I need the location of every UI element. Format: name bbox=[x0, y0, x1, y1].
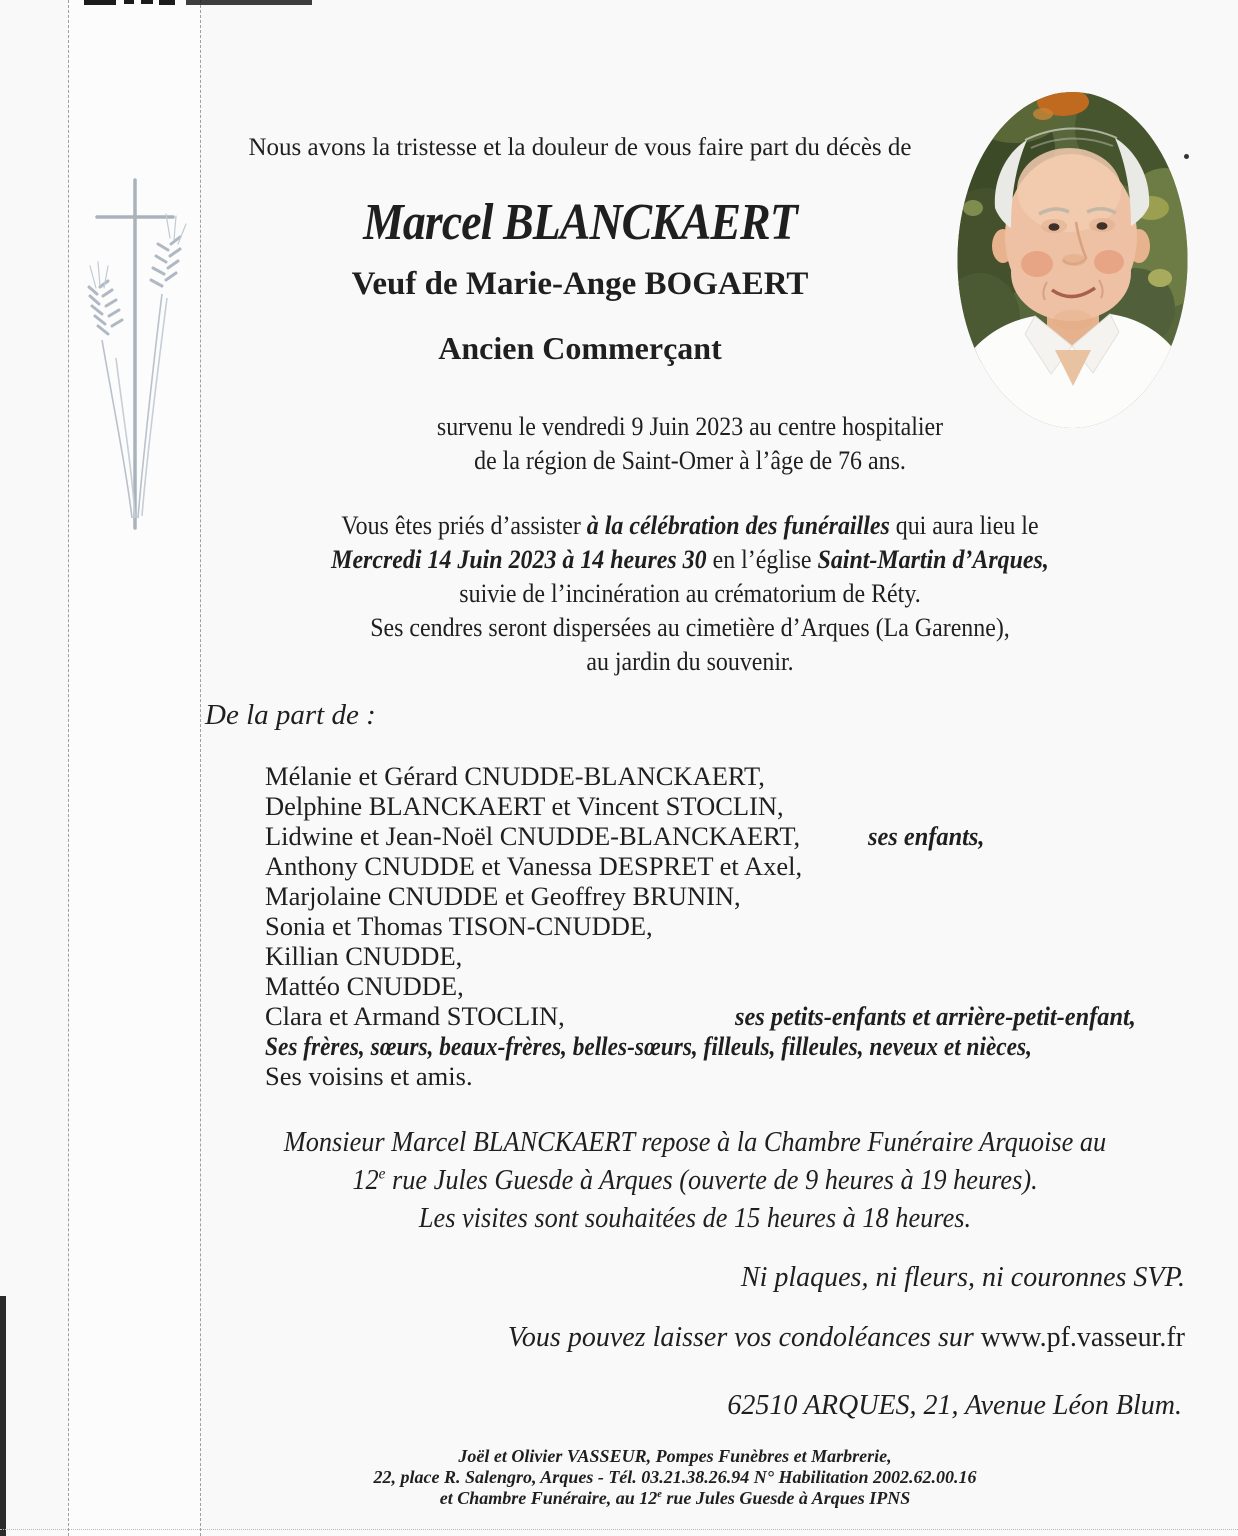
ceremony-line: Ses cendres seront dispersées au cimetière d’Arques (La Garenne), bbox=[370, 613, 1010, 642]
ceremony-line: Vous êtes priés d’assister à la célébration des funérailles qui aura lieu le bbox=[341, 511, 1039, 540]
ceremony-line: suivie de l’incinération au crématorium de Réty. bbox=[459, 579, 921, 608]
scan-artifact bbox=[0, 1296, 6, 1536]
family-role-label: ses enfants, bbox=[868, 821, 985, 851]
deceased-relationship: Veuf de Marie-Ange BOGAERT bbox=[351, 266, 809, 302]
family-row: Lidwine et Jean-Noël CNUDDE-BLANCKAERT, ses enfants, bbox=[265, 821, 985, 851]
family-role-label: ses petits-enfants et arrière-petit-enfant, bbox=[735, 1001, 1136, 1031]
scan-artifact bbox=[84, 0, 116, 5]
ceremony-line: Mercredi 14 Juin 2023 à 14 heures 30 en l’église Saint-Martin d’Arques, bbox=[331, 545, 1049, 574]
footer-line: Joël et Olivier VASSEUR, Pompes Funèbres et Marbrerie, bbox=[458, 1446, 892, 1466]
intro-text: Nous avons la tristesse et la douleur de vous faire part du décès de bbox=[248, 134, 912, 161]
ceremony-paragraph bbox=[267, 509, 1113, 679]
condolences-url: www.pf.vasseur.fr bbox=[980, 1322, 1185, 1353]
scan-artifact bbox=[186, 0, 312, 5]
condolences-line: Vous pouvez laisser vos condoléances sur www.pf.vasseur.fr bbox=[507, 1322, 1185, 1353]
scan-artifact bbox=[0, 1529, 1238, 1530]
scan-artifact bbox=[159, 0, 175, 5]
family-row: Mattéo CNUDDE, bbox=[265, 971, 464, 1001]
fold-line-left bbox=[68, 0, 69, 1536]
footer-line: et Chambre Funéraire, au 12e rue Jules Guesde à Arques IPNS bbox=[439, 1488, 911, 1508]
family-row: Ses frères, sœurs, beaux-frères, belles-sœurs, filleuls, filleules, neveux et nièces, bbox=[265, 1031, 1032, 1061]
funeral-home-footer bbox=[190, 1446, 1160, 1509]
family-list bbox=[265, 761, 1137, 1091]
death-details-line: de la région de Saint-Omer à l’âge de 76 ans. bbox=[474, 446, 906, 475]
cross-wheat-illustration bbox=[72, 168, 207, 543]
no-flowers-line: Ni plaques, ni fleurs, ni couronnes SVP. bbox=[740, 1262, 1185, 1293]
family-row: Delphine BLANCKAERT et Vincent STOCLIN, bbox=[265, 791, 784, 821]
repose-line: Les visites sont souhaitées de 15 heures à 18 heures. bbox=[418, 1203, 972, 1234]
address-line: 62510 ARQUES, 21, Avenue Léon Blum. bbox=[727, 1390, 1182, 1421]
deceased-name: Marcel BLANCKAERT bbox=[363, 194, 797, 251]
death-details bbox=[267, 410, 1113, 478]
from-label: De la part de : bbox=[205, 699, 376, 731]
portrait-photo bbox=[955, 88, 1190, 443]
family-row: Sonia et Thomas TISON-CNUDDE, bbox=[265, 911, 653, 941]
family-row: Clara et Armand STOCLIN, ses petits-enfants et arrière-petit-enfant, bbox=[265, 1001, 1136, 1031]
footer-line: 22, place R. Salengro, Arques - Tél. 03.21.38.26.94 N° Habilitation 2002.62.00.16 bbox=[373, 1467, 977, 1487]
repose-paragraph bbox=[263, 1124, 1128, 1238]
family-row: Marjolaine CNUDDE et Geoffrey BRUNIN, bbox=[265, 881, 741, 911]
ceremony-line: au jardin du souvenir. bbox=[586, 647, 794, 676]
family-row: Mélanie et Gérard CNUDDE-BLANCKAERT, bbox=[265, 761, 765, 791]
scan-artifact bbox=[141, 0, 153, 4]
family-row: Ses voisins et amis. bbox=[265, 1061, 473, 1091]
deceased-occupation: Ancien Commerçant bbox=[438, 330, 722, 366]
scan-artifact bbox=[124, 0, 134, 4]
repose-line: Monsieur Marcel BLANCKAERT repose à la Chambre Funéraire Arquoise au bbox=[283, 1127, 1107, 1158]
death-details-line: survenu le vendredi 9 Juin 2023 au centre hospitalier bbox=[436, 412, 944, 441]
family-row: Anthony CNUDDE et Vanessa DESPRET et Axel, bbox=[265, 851, 803, 881]
family-row: Killian CNUDDE, bbox=[265, 941, 463, 971]
repose-line: 12e rue Jules Guesde à Arques (ouverte de 9 heures à 19 heures). bbox=[352, 1164, 1038, 1196]
